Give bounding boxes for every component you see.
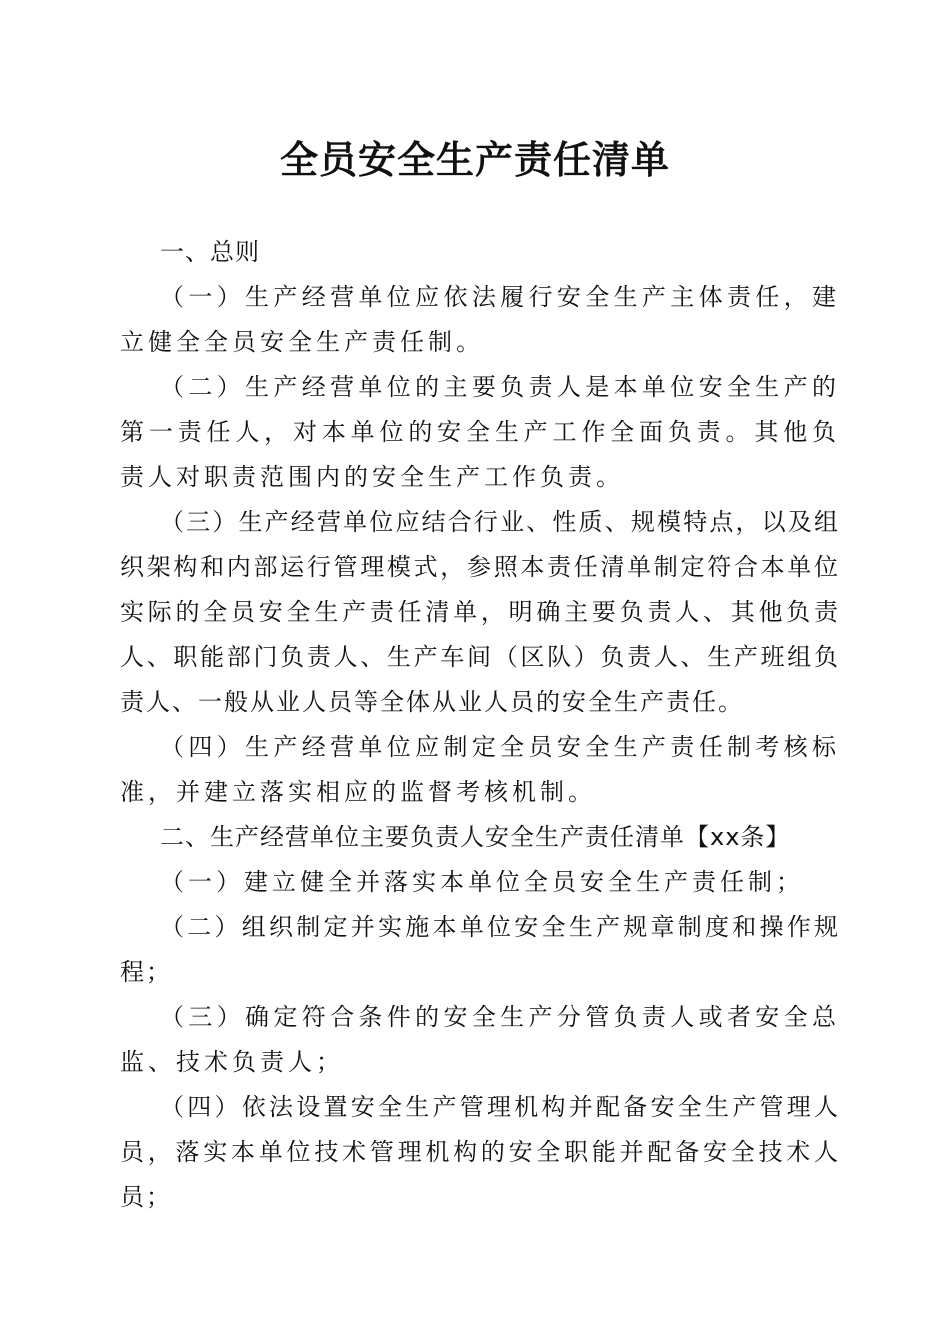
document-title: 全员安全生产责任清单 (279, 137, 670, 182)
paragraph: （二）组织制定并实施本单位安全生产规章制度和操作规程； (120, 913, 840, 986)
paragraph: （三）确定符合条件的安全生产分管负责人或者安全总监、技术负责人； (120, 1003, 840, 1076)
paragraph: （二）生产经营单位的主要负责人是本单位安全生产的第一责任人，对本单位的安全生产工作全面负责。其他负责人对职责范围内的安全生产工作负责。 (120, 373, 840, 491)
paragraph: （四）生产经营单位应制定全员安全生产责任制考核标准，并建立落实相应的监督考核机制。 (120, 733, 840, 806)
paragraph: （四）依法设置安全生产管理机构并配备安全生产管理人员，落实本单位技术管理机构的安全职能并配备安全技术人员； (120, 1093, 840, 1211)
section-heading-general: 一、总则 (160, 238, 260, 266)
section-heading-principal: 二、生产经营单位主要负责人安全生产责任清单【xx条】 (160, 823, 791, 851)
document-body (120, 230, 840, 1220)
paragraph: （一）建立健全并落实本单位全员安全生产责任制； (160, 868, 804, 896)
paragraph: （一）生产经营单位应依法履行安全生产主体责任，建立健全全员安全生产责任制。 (120, 283, 840, 356)
paragraph: （三）生产经营单位应结合行业、性质、规模特点，以及组织架构和内部运行管理模式，参照本责任清单制定符合本单位实际的全员安全生产责任清单，明确主要负责人、其他负责人、职能部门负责人、生产车间（区队）负责人、生产班组负责人、一般从业人员等全体从业人员的安全生产责任。 (120, 508, 840, 716)
